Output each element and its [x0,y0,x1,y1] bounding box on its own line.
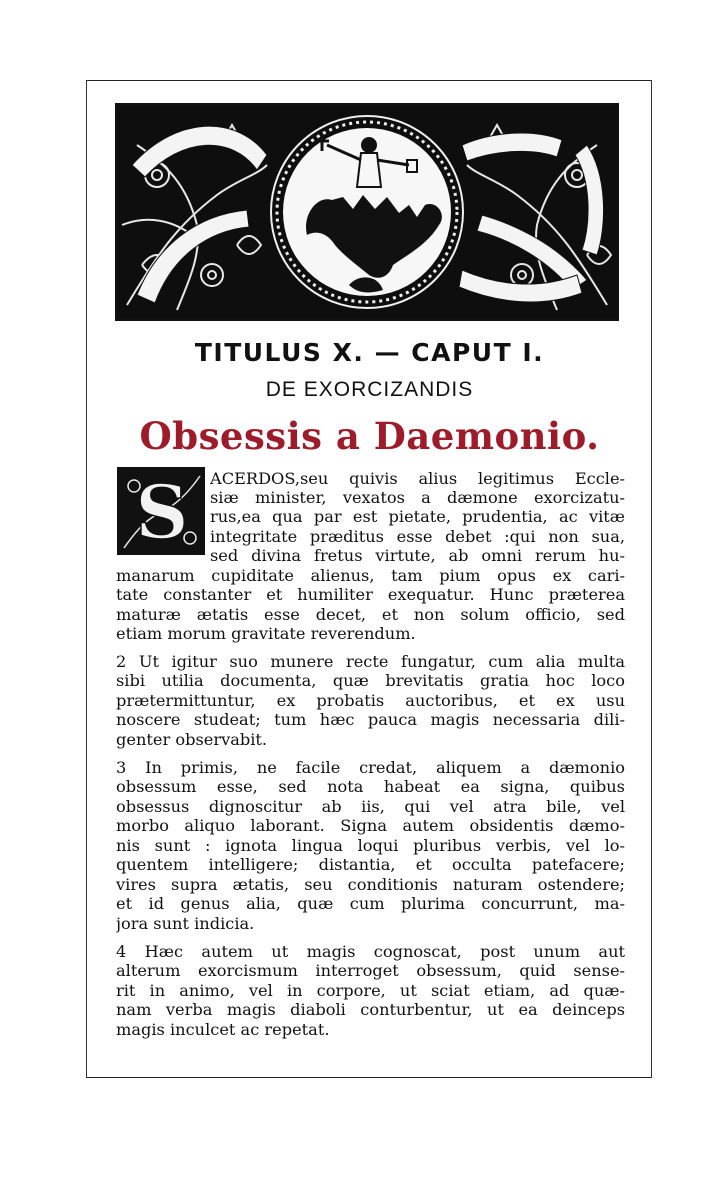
chapter-rubric: Obsessis a Daemonio. [139,414,600,458]
text-line: et id genus alia, quæ cum plurima concurrunt, ma- [116,894,625,913]
text-line: jora sunt indicia. [116,914,255,933]
right-rule [651,80,652,1078]
text-line: vires supra ætatis, seu conditionis naturam ostendere; [116,875,625,894]
headpiece-illustration [117,105,617,319]
chapter-title: TITULUS X. — CAPUT I. [194,338,545,367]
text-line: rus,ea qua par est pietate, prudentia, ac vitæ [210,507,625,526]
text-line: quentem intelligere; distantia, et occulta patefacere; [116,855,625,874]
text-line: ACERDOS,seu quivis alius legitimus Eccle- [210,469,625,488]
dropcap-initial [117,467,205,555]
svg-text:S: S [135,470,189,555]
text-line: 3 In primis, ne facile credat, aliquem a dæmonio [116,758,625,777]
text-line: manarum cupiditate alienus, tam pium opus ex cari- [116,566,625,585]
text-line: morbo aliquo laborant. Signa autem obsidentis dæmo- [116,816,625,835]
text-line: etiam morum gravitate reverendum. [116,624,416,643]
text-line: maturæ ætatis esse decet, et non solum officio, sed [116,605,625,624]
text-line: genter observabit. [116,730,268,749]
text-line: nis sunt : ignota lingua loqui pluribus verbis, vel lo- [116,836,625,855]
text-line: prætermittuntur, ex probatis auctoribus, et ex usu [116,691,625,710]
text-line: magis inculcet ac repetat. [116,1020,330,1039]
text-line: obsessum esse, sed nota habeat ea signa, quibus [116,777,625,796]
text-line: tate constanter et humiliter exequatur. Hunc præterea [116,585,625,604]
ornamental-headpiece [115,103,619,321]
text-line: 4 Hæc autem ut magis cognoscat, post unum aut [116,942,625,961]
text-line: 2 Ut igitur suo munere recte fungatur, cum alia multa [116,652,625,671]
text-line: rit in animo, vel in corpore, ut sciat etiam, ad quæ- [116,981,625,1000]
text-line: alterum exorcismum interroget obsessum, quid sense- [116,961,625,980]
left-rule [86,80,87,1078]
text-line: integritate præditus esse debet :qui non sua, [210,527,625,546]
text-line: noscere studeat; tum hæc pauca magis necessaria dili- [116,710,625,729]
text-line: nam verba magis diaboli conturbentur, ut ea deinceps [116,1000,625,1019]
chapter-subtitle: DE EXORCIZANDIS [265,378,474,401]
text-line: obsessus dignoscitur ab iis, qui vel atra bile, vel [116,797,625,816]
central-medallion [271,116,463,308]
text-line: sibi utilia documenta, quæ brevitatis gratia hoc loco [116,671,625,690]
dropcap-ornament [118,468,205,555]
text-line: sed divina fretus virtute, ab omni rerum hu- [210,546,625,565]
text-line: siæ minister, vexatos a dæmone exorcizatu- [210,488,625,507]
